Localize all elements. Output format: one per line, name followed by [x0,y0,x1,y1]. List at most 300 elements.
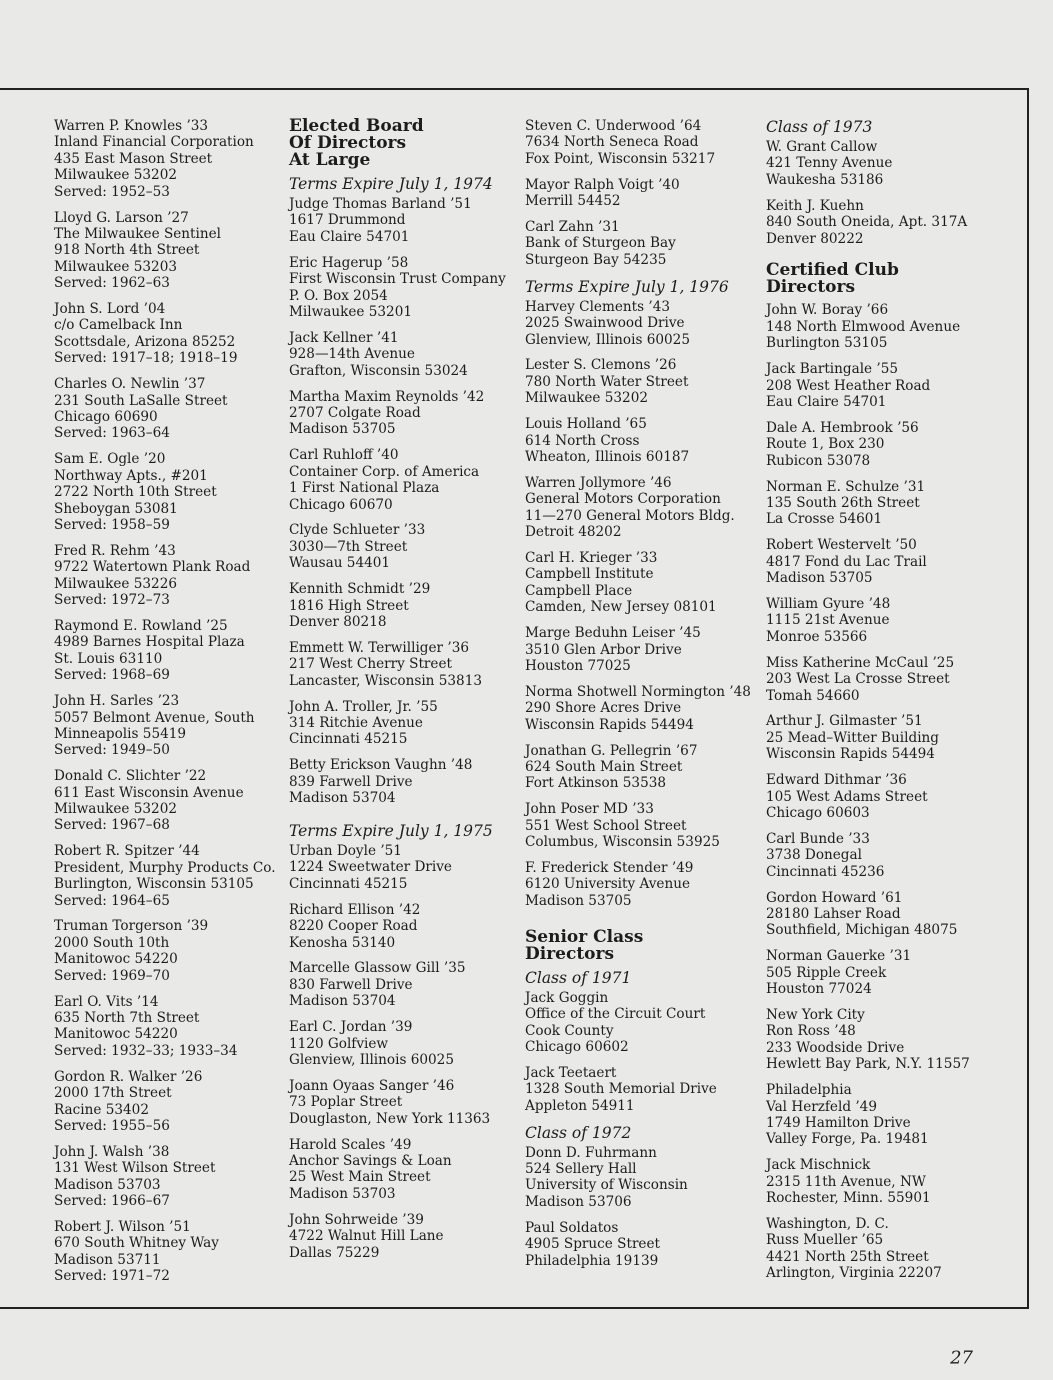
column-club-directors [766,118,1026,1291]
entry-list [525,1145,760,1269]
entry-address-line: 131 West Wilson Street [54,1160,216,1177]
entry-name: F. Frederick Stender ’49 [525,860,694,877]
entry-address-line: Served: 1964–65 [54,892,170,909]
entry-name: Clyde Schlueter ’33 [289,522,426,539]
entry-address-line: The Milwaukee Sentinel [54,225,222,242]
entry-address-line: Madison 53704 [289,790,396,807]
entry-address-line: 1120 Golfview [289,1035,389,1052]
entry-address-line: Madison 53703 [289,1185,396,1202]
directory-entry [525,990,760,1056]
entry-address-line: Camden, New Jersey 08101 [525,599,717,616]
directory-entry [766,479,1026,528]
entry-address-line: 1816 High Street [289,597,409,614]
entry-address-line: Lancaster, Wisconsin 53813 [289,672,482,689]
entry-name: Dale A. Hembrook ’56 [766,419,919,436]
directory-entry [766,596,1026,645]
entry-name: John Sohrweide ’39 [289,1211,424,1228]
entry-address-line: Served: 1952–53 [54,183,170,200]
entry-address-line: Served: 1958–59 [54,516,170,533]
entry-address-line: 3738 Donegal [766,847,862,864]
directory-entry [54,451,279,533]
entry-address-line: Val Herzfeld ’49 [766,1098,877,1115]
entry-name: New York City [766,1007,865,1024]
entry-address-line: Madison 53704 [289,993,396,1010]
entry-address-line: Kenosha 53140 [289,934,396,951]
entry-address-line: 28180 Lahser Road [766,906,901,923]
entry-address-line: 524 Sellery Hall [525,1161,637,1177]
entry-address-line: 290 Shore Acres Drive [525,700,682,717]
entry-address-line: Anchor Savings & Loan [289,1153,452,1169]
directory-entry [54,918,279,984]
entry-address-line: Chicago 60602 [525,1038,629,1055]
directory-entry [54,1144,279,1210]
entry-name: Judge Thomas Barland ’51 [289,196,472,212]
entry-address-line: Grafton, Wisconsin 53024 [289,362,468,379]
directory-entry [54,1069,279,1135]
entry-address-line: 4722 Walnut Hill Lane [289,1228,444,1245]
entry-address-line: Office of the Circuit Court [525,1006,706,1023]
entry-address-line: Milwaukee 53202 [525,390,649,407]
entry-list [54,118,279,1285]
column-elected-board [289,118,519,1270]
directory-entry [289,196,519,245]
terms-1976-label: Terms Expire July 1, 1976 [525,277,729,296]
directory-entry [766,713,1026,762]
directory-entry [766,948,1026,997]
entry-name: Louis Holland ’65 [525,416,647,433]
entry-address-line: Milwaukee 53202 [54,167,178,184]
entry-address-line: 231 South LaSalle Street [54,392,228,409]
entry-address-line: 839 Farwell Drive [289,773,413,790]
directory-entry [766,1007,1026,1073]
directory-entry [525,177,760,210]
entry-name: Harold Scales ’49 [289,1136,412,1153]
entry-address-line: 635 North 7th Street [54,1010,200,1026]
entry-address-line: 1115 21st Avenue [766,612,890,629]
directory-entry [289,843,519,892]
entry-address-line: Manitowoc 54220 [54,1026,178,1043]
directory-entry [766,1216,1026,1282]
directory-entry [289,255,519,321]
directory-entry [525,1220,760,1269]
section-heading-certified-club: Certified Club Directors [766,260,899,298]
entry-address-line: 2315 11th Avenue, NW [766,1173,926,1190]
entry-name: Norma Shotwell Normington ’48 [525,683,751,700]
entry-address-line: 25 Mead–Witter Building [766,729,940,746]
directory-entry [525,743,760,792]
entry-address-line: Rochester, Minn. 55901 [766,1190,931,1207]
directory-entry [289,699,519,748]
directory-entry [766,198,1026,247]
entry-address-line: 4989 Barnes Hospital Plaza [54,634,245,651]
entry-name: Carl Ruhloff ’40 [289,447,399,464]
directory-entry [525,1145,760,1211]
entry-name: Jack Mischnick [766,1157,871,1174]
entry-address-line: Served: 1969–70 [54,967,170,984]
entry-address-line: 4421 North 25th Street [766,1248,929,1265]
entry-name: Donn D. Fuhrmann [525,1144,657,1161]
entry-address-line: Glenview, Illinois 60025 [525,331,690,348]
entry-address-line: 624 South Main Street [525,759,683,775]
entry-name: Sam E. Ogle ’20 [54,451,166,468]
directory-entry [766,302,1026,351]
entry-address-line: 1328 South Memorial Drive [525,1081,717,1098]
entry-address-line: Houston 77025 [525,657,631,674]
entry-address-line: Served: 1971–72 [54,1268,170,1285]
directory-entry [766,655,1026,704]
entry-address-line: Detroit 48202 [525,524,622,541]
entry-address-line: Minneapolis 55419 [54,725,187,742]
directory-entry [54,543,279,609]
entry-address-line: 5057 Belmont Avenue, South [54,709,255,726]
entry-address-line: 11—270 General Motors Bldg. [525,507,735,524]
entry-name: Earl C. Jordan ’39 [289,1019,413,1036]
entry-address-line: Milwaukee 53201 [289,303,413,320]
entry-address-line: Madison 53705 [289,421,396,438]
entry-address-line: Served: 1972–73 [54,592,170,609]
entry-address-line: Madison 53703 [54,1176,161,1193]
directory-entry [289,1137,519,1203]
entry-address-line: 2722 North 10th Street [54,484,217,501]
directory-entry [525,299,760,348]
entry-address-line: Valley Forge, Pa. 19481 [766,1131,929,1148]
entry-address-line: 551 West School Street [525,817,687,834]
entry-address-line: 830 Farwell Drive [289,976,413,993]
entry-address-line: Wheaton, Illinois 60187 [525,449,690,465]
directory-entry [54,301,279,367]
entry-address-line: Glenview, Illinois 60025 [289,1051,454,1068]
entry-address-line: Madison 53705 [766,570,873,587]
directory-entry [289,757,519,806]
entry-list [766,139,1026,247]
directory-entry [766,772,1026,821]
entry-address-line: Hewlett Bay Park, N.Y. 11557 [766,1056,970,1073]
entry-address-line: 840 South Oneida, Apt. 317A [766,214,968,231]
entry-name: Betty Erickson Vaughn ’48 [289,757,473,774]
entry-name: Robert J. Wilson ’51 [54,1218,191,1235]
entry-address-line: Scottsdale, Arizona 85252 [54,333,236,350]
entry-list [525,118,760,268]
directory-entry [289,330,519,379]
entry-name: Carl H. Krieger ’33 [525,550,658,567]
entry-name: John S. Lord ’04 [54,301,166,318]
entry-address-line: 8220 Cooper Road [289,918,418,935]
directory-entry [766,537,1026,586]
entry-address-line: Served: 1968–69 [54,667,170,684]
entry-name: Philadelphia [766,1082,852,1099]
entry-address-line: Milwaukee 53202 [54,801,178,818]
entry-list [289,196,519,807]
entry-name: Steven C. Underwood ’64 [525,118,702,134]
directory-entry [525,357,760,406]
entry-address-line: 148 North Elmwood Avenue [766,318,961,335]
entry-address-line: 614 North Cross [525,432,640,449]
directory-entry [525,801,760,850]
directory-entry [525,475,760,541]
entry-name: William Gyure ’48 [766,596,891,613]
directory-entry [54,843,279,909]
entry-name: Arthur J. Gilmaster ’51 [766,713,923,730]
directory-entry [289,640,519,689]
entry-list [525,299,760,910]
directory-entry [289,902,519,951]
entry-name: Jack Goggin [525,989,609,1006]
entry-address-line: Arlington, Virginia 22207 [766,1265,942,1282]
entry-address-line: Douglaston, New York 11363 [289,1110,491,1127]
entry-name: Emmett W. Terwilliger ’36 [289,639,469,656]
entry-address-line: Campbell Institute [525,566,654,583]
entry-name: Jack Kellner ’41 [289,329,399,346]
entry-address-line: Monroe 53566 [766,628,868,645]
entry-address-line: Madison 53711 [54,1251,161,1268]
entry-address-line: Philadelphia 19139 [525,1252,659,1269]
entry-name: Paul Soldatos [525,1219,619,1236]
directory-entry [54,693,279,759]
directory-entry [54,376,279,442]
entry-address-line: 233 Woodside Drive [766,1039,905,1056]
entry-list [289,843,519,1261]
directory-entry [525,1065,760,1114]
entry-address-line: Southfield, Michigan 48075 [766,922,958,939]
page-number: 27 [950,1347,973,1369]
column-past-presidents [54,118,279,1294]
entry-address-line: Cincinnati 45215 [289,731,408,748]
entry-address-line: 4817 Fond du Lac Trail [766,553,927,570]
entry-name: Robert Westervelt ’50 [766,537,917,554]
entry-address-line: c/o Camelback Inn [54,317,183,334]
entry-address-line: General Motors Corporation [525,491,721,508]
entry-address-line: 6120 University Avenue [525,876,691,893]
entry-name: Donald C. Slichter ’22 [54,768,207,785]
entry-name: Truman Torgerson ’39 [54,918,209,935]
entry-name: Norman E. Schulze ’31 [766,478,926,495]
directory-entry [289,1078,519,1127]
directory-entry [54,618,279,684]
entry-address-line: Served: 1966–67 [54,1193,170,1210]
entry-address-line: Rubicon 53078 [766,452,871,469]
entry-address-line: Denver 80218 [289,613,387,630]
entry-address-line: Wisconsin Rapids 54494 [766,746,935,763]
directory-entry [525,416,760,465]
entry-name: Carl Zahn ’31 [525,219,620,236]
entry-name: Edward Dithmar ’36 [766,772,907,789]
entry-address-line: 2000 South 10th [54,934,170,951]
entry-name: Jack Bartingale ’55 [766,361,899,378]
directory-entry [289,389,519,438]
entry-name: Norman Gauerke ’31 [766,948,912,965]
directory-entry [54,118,279,200]
entry-address-line: Ron Ross ’48 [766,1023,856,1040]
entry-address-line: Denver 80222 [766,230,864,247]
entry-name: Eric Hagerup ’58 [289,254,409,271]
entry-address-line: La Crosse 54601 [766,511,883,528]
entry-address-line: 2707 Colgate Road [289,404,421,421]
entry-address-line: 25 West Main Street [289,1169,431,1186]
entry-name: Jonathan G. Pellegrin ’67 [525,742,698,759]
entry-address-line: Served: 1962–63 [54,275,170,292]
entry-address-line: Manitowoc 54220 [54,951,178,968]
directory-entry [289,447,519,513]
directory-entry [766,1157,1026,1206]
section-heading-elected-board: Elected Board Of Directors At Large [289,116,424,170]
entry-name: Gordon Howard ’61 [766,889,903,906]
class-1972-label: Class of 1972 [525,1123,632,1142]
entry-address-line: Campbell Place [525,582,633,599]
directory-entry [54,994,279,1060]
entry-address-line: Wausau 54401 [289,555,391,572]
entry-address-line: 1 First National Plaza [289,480,440,497]
entry-address-line: 9722 Watertown Plank Road [54,559,251,576]
entry-address-line: Fort Atkinson 53538 [525,775,667,792]
terms-1975-label: Terms Expire July 1, 1975 [289,822,493,840]
directory-entry [766,139,1026,188]
entry-name: Charles O. Newlin ’37 [54,376,206,393]
directory-entry [766,420,1026,469]
directory-entry [525,860,760,909]
directory-entry [289,1019,519,1068]
directory-entry [525,684,760,733]
entry-address-line: Served: 1917–18; 1918–19 [54,350,238,367]
directory-entry [525,550,760,616]
entry-address-line: Served: 1967–68 [54,817,170,834]
entry-address-line: Served: 1963–64 [54,425,170,442]
directory-entry [289,581,519,630]
section-heading-senior-class: Senior Class Directors [525,926,644,964]
entry-name: Harvey Clements ’43 [525,298,671,315]
directory-entry [54,1219,279,1285]
entry-name: Miss Katherine McCaul ’25 [766,654,955,671]
entry-name: Fred R. Rehm ’43 [54,542,176,559]
entry-name: Jack Teetaert [525,1064,617,1081]
entry-name: Warren Jollymore ’46 [525,474,672,491]
entry-name: Earl O. Vits ’14 [54,993,159,1010]
directory-entry [289,960,519,1009]
entry-address-line: Milwaukee 53203 [54,258,178,275]
entry-address-line: Chicago 60690 [54,409,158,425]
class-1971-label: Class of 1971 [525,968,632,987]
entry-address-line: 505 Ripple Creek [766,964,887,981]
entry-name: Martha Maxim Reynolds ’42 [289,388,485,405]
directory-entry [54,768,279,834]
entry-address-line: Madison 53705 [525,892,632,909]
directory-entry [289,1212,519,1261]
entry-address-line: 7634 North Seneca Road [525,134,699,151]
entry-list [766,302,1026,1281]
entry-address-line: 2000 17th Street [54,1085,172,1102]
entry-address-line: 918 North 4th Street [54,242,200,259]
entry-address-line: 217 West Cherry Street [289,656,452,673]
entry-address-line: Russ Mueller ’65 [766,1232,884,1249]
entry-address-line: Inland Financial Corporation [54,134,254,151]
directory-entry [525,118,760,167]
entry-address-line: Racine 53402 [54,1101,149,1118]
entry-address-line: 105 West Adams Street [766,788,928,805]
directory-entry [289,522,519,571]
entry-address-line: 780 North Water Street [525,373,689,390]
entry-address-line: Madison 53706 [525,1193,632,1210]
entry-name: John Poser MD ’33 [525,801,654,818]
entry-address-line: 670 South Whitney Way [54,1235,219,1252]
entry-address-line: 611 East Wisconsin Avenue [54,784,244,801]
entry-address-line: 1617 Drummond [289,212,406,229]
entry-address-line: Container Corp. of America [289,463,480,480]
entry-address-line: Columbus, Wisconsin 53925 [525,834,720,851]
entry-address-line: St. Louis 63110 [54,650,163,667]
entry-name: Robert R. Spitzer ’44 [54,843,200,860]
entry-address-line: 421 Tenny Avenue [766,155,893,172]
entry-name: Lloyd G. Larson ’27 [54,209,189,226]
entry-name: John J. Walsh ’38 [54,1143,170,1160]
class-1973-label: Class of 1973 [766,118,873,136]
entry-address-line: 314 Ritchie Avenue [289,714,423,731]
entry-address-line: Eau Claire 54701 [289,228,410,245]
directory-entry [766,831,1026,880]
entry-address-line: 3030—7th Street [289,538,408,555]
entry-address-line: Appleton 54911 [525,1097,635,1114]
entry-name: Urban Doyle ’51 [289,843,402,859]
entry-name: Raymond E. Rowland ’25 [54,617,228,634]
directory-entry [766,361,1026,410]
entry-address-line: Tomah 54660 [766,687,860,704]
entry-address-line: Dallas 75229 [289,1244,380,1261]
entry-name: Lester S. Clemons ’26 [525,357,677,374]
entry-name: Warren P. Knowles ’33 [54,118,209,134]
entry-address-line: Sheboygan 53081 [54,500,178,517]
entry-address-line: 208 West Heather Road [766,377,931,394]
entry-address-line: Wisconsin Rapids 54494 [525,716,694,733]
entry-address-line: Chicago 60670 [289,496,393,513]
entry-address-line: Eau Claire 54701 [766,393,887,410]
entry-name: Keith J. Kuehn [766,197,864,214]
entry-address-line: University of Wisconsin [525,1177,688,1194]
entry-address-line: Fox Point, Wisconsin 53217 [525,150,716,167]
entry-name: John W. Boray ’66 [766,302,889,319]
entry-address-line: 4905 Spruce Street [525,1236,660,1253]
entry-address-line: Northway Apts., #201 [54,467,208,484]
entry-address-line: First Wisconsin Trust Company [289,271,506,288]
entry-address-line: Cincinnati 45236 [766,863,885,880]
entry-name: Carl Bunde ’33 [766,830,870,847]
directory-entry [525,625,760,674]
directory-entry [766,890,1026,939]
entry-name: Marge Beduhn Leiser ’45 [525,625,701,642]
entry-address-line: Cincinnati 45215 [289,875,408,892]
entry-address-line: 135 South 26th Street [766,495,920,511]
entry-address-line: P. O. Box 2054 [289,287,388,304]
entry-name: Richard Ellison ’42 [289,901,421,918]
entry-address-line: Chicago 60603 [766,805,870,821]
entry-name: Marcelle Glassow Gill ’35 [289,960,466,977]
entry-address-line: 3510 Glen Arbor Drive [525,641,682,658]
directory-entry [54,210,279,292]
column-terms-senior [525,118,760,1278]
entry-address-line: Served: 1955–56 [54,1117,170,1134]
entry-name: Mayor Ralph Voigt ’40 [525,176,680,193]
entry-address-line: Route 1, Box 230 [766,436,885,453]
entry-name: Joann Oyaas Sanger ’46 [289,1077,455,1094]
entry-name: Gordon R. Walker ’26 [54,1068,203,1085]
entry-name: John H. Sarles ’23 [54,693,180,710]
entry-address-line: 928—14th Avenue [289,346,415,363]
entry-address-line: Merrill 54452 [525,193,621,210]
entry-name: Washington, D. C. [766,1216,889,1233]
entry-address-line: 2025 Swainwood Drive [525,315,685,332]
entry-name: W. Grant Callow [766,139,878,155]
entry-address-line: 1224 Sweetwater Drive [289,859,452,876]
entry-name: John A. Troller, Jr. ’55 [289,698,438,715]
entry-address-line: Burlington 53105 [766,335,888,352]
directory-entry [525,219,760,268]
